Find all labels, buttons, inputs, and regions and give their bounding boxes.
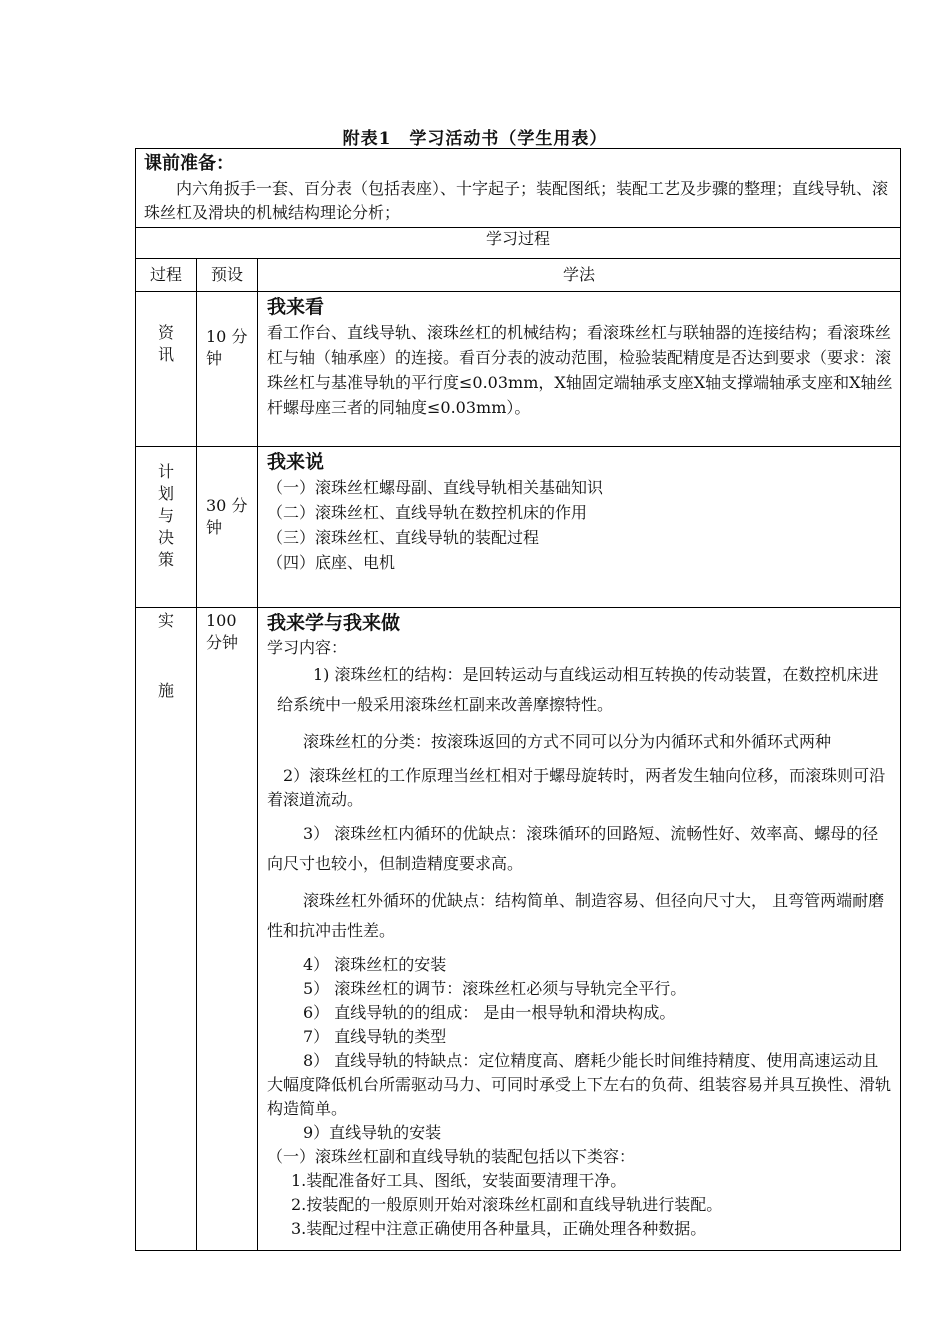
method-text: 滚珠丝杠的分类：按滚珠返回的方式不同可以分为内循环式和外循环式两种	[303, 732, 832, 751]
stage-char: 施	[157, 681, 174, 700]
header-preset: 预设	[197, 259, 258, 292]
list-item: （四）底座、电机	[267, 553, 396, 572]
time-line: 100	[206, 611, 237, 630]
preparation-row	[136, 149, 901, 228]
list-item: 2.按装配的一般原则开始对滚珠丝杠副和直线导轨进行装配。	[291, 1195, 723, 1214]
method-text: 看工作台、直线导轨、滚珠丝杠的机械结构；看滚珠丝杠与联轴器的连接结构；看滚珠丝杠与轴（轴承座）的连接。看百分表的波动范围，检验装配精度是否达到要求（要求：滚珠丝杠与基准导轨的平行度≤0.03mm，X轴固定端轴承支座X轴支撑端轴承支座和X轴丝杆螺母座三者的同轴度≤0.03mm）。	[267, 323, 893, 417]
list-item: （二）滚珠丝杠、直线导轨在数控机床的作用	[267, 503, 588, 522]
section-heading: 我来说	[267, 451, 325, 473]
method-text: 5） 滚珠丝杠的调节：滚珠丝杠必须与导轨完全平行。	[303, 979, 687, 998]
process-title: 学习过程	[136, 228, 901, 259]
method-implement	[258, 608, 901, 1251]
time-implement	[197, 608, 258, 1251]
preparation-cell	[136, 149, 901, 228]
time-line: 钟	[206, 518, 223, 537]
list-item: 1.装配准备好工具、图纸，安装面要清理干净。	[291, 1171, 627, 1190]
process-title-row	[136, 228, 901, 259]
stage-char: 资	[157, 323, 174, 342]
row-plan	[136, 447, 901, 608]
method-text: 7） 直线导轨的类型	[303, 1027, 447, 1046]
preparation-heading: 课前准备：	[144, 153, 234, 174]
preparation-text: 内六角扳手一套、百分表（包括表座）、十字起子；装配图纸；装配工艺及步骤的整理；直线导轨、滚珠丝杠及滑块的机械结构理论分析；	[144, 179, 889, 222]
row-implement	[136, 608, 901, 1251]
stage-char: 划	[157, 484, 174, 503]
list-item: （一）滚珠丝杠螺母副、直线导轨相关基础知识	[267, 478, 604, 497]
method-plan	[258, 447, 901, 608]
time-info	[197, 292, 258, 447]
stage-char: 实	[157, 611, 174, 630]
header-process: 过程	[136, 259, 197, 292]
stage-char: 决	[157, 528, 174, 547]
stage-implement	[136, 608, 197, 1251]
section-heading: 我来看	[267, 296, 325, 318]
stage-char: 策	[157, 550, 174, 569]
page-title: 附表1 学习活动书（学生用表）	[342, 129, 608, 149]
method-text: （一）滚珠丝杠副和直线导轨的装配包括以下类容：	[267, 1147, 636, 1166]
time-line: 分钟	[206, 633, 239, 652]
method-text: 2）滚珠丝杠的工作原理当丝杠相对于螺母旋转时，两者发生轴向位移，而滚珠则可沿着滚道流动。	[267, 766, 886, 809]
method-info	[258, 292, 901, 447]
method-text: 9）直线导轨的安装	[303, 1123, 442, 1142]
header-row	[136, 259, 901, 292]
stage-plan	[136, 447, 197, 608]
stage-char: 讯	[157, 345, 174, 364]
time-plan	[197, 447, 258, 608]
activity-table	[135, 148, 901, 1251]
list-item: （三）滚珠丝杠、直线导轨的装配过程	[267, 528, 540, 547]
method-text: 1) 滚珠丝杠的结构：是回转运动与直线运动相互转换的传动装置，在数控机床进给系统中一般采用滚珠丝杠副来改善摩擦特性。	[277, 665, 879, 714]
method-text: 滚珠丝杠外循环的优缺点：结构简单、制造容易、但径向尺寸大， 且弯管两端耐磨性和抗冲击性差。	[267, 891, 885, 940]
stage-info	[136, 292, 197, 447]
method-text: 8） 直线导轨的特缺点：定位精度高、磨耗少能长时间维持精度、使用高速运动且大幅度降低机台所需驱动马力、可同时承受上下左右的负荷、组装容易并具互换性、滑轨构造简单。	[267, 1051, 892, 1118]
time-line: 10 分	[206, 327, 248, 346]
time-line: 30 分	[206, 496, 248, 515]
method-text: 4） 滚珠丝杠的安装	[303, 955, 447, 974]
stage-char: 计	[157, 462, 174, 481]
stage-char: 与	[157, 506, 174, 525]
method-text: 3） 滚珠丝杠内循环的优缺点：滚珠循环的回路短、流畅性好、效率高、螺母的径向尺寸也较小，但制造精度要求高。	[267, 824, 879, 873]
list-item: 3.装配过程中注意正确使用各种量具，正确处理各种数据。	[291, 1219, 707, 1238]
time-line: 钟	[206, 349, 223, 368]
section-heading: 我来学与我来做	[267, 612, 401, 634]
method-text: 学习内容：	[267, 638, 348, 657]
header-method: 学法	[258, 259, 901, 292]
row-info	[136, 292, 901, 447]
method-text: 6） 直线导轨的的组成： 是由一根导轨和滑块构成。	[303, 1003, 676, 1022]
